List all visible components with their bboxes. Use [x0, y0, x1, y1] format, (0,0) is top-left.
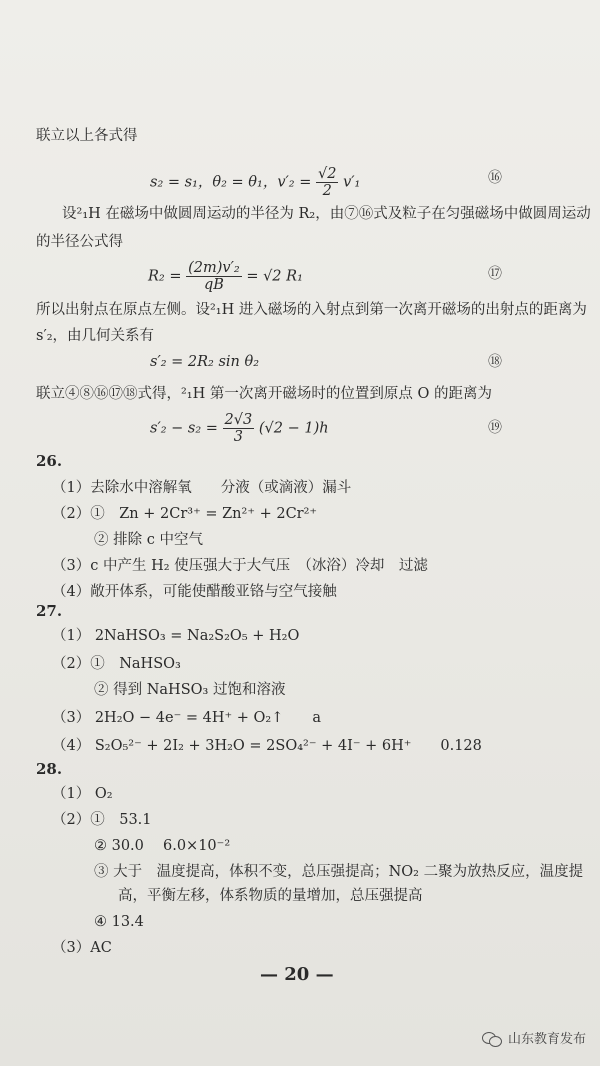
question-26-heading: 26.: [36, 452, 63, 470]
fraction: [223, 412, 255, 445]
text-line: 所以出射点在原点左侧。设²₁H 进入磁场的入射点到第一次离开磁场的出射点的距离为: [36, 302, 587, 318]
fraction-numerator: (2m)v′₂: [188, 260, 240, 276]
equation-number: ⑰: [488, 266, 502, 282]
equation-text: v′₁: [343, 174, 361, 191]
equation-text: s′₂ − s₂ =: [150, 420, 223, 437]
equation-16: [150, 166, 360, 199]
fraction-numerator: √2: [318, 166, 337, 182]
answer-line: （1） O₂: [52, 786, 113, 802]
text-line: 联立④⑧⑯⑰⑱式得，²₁H 第一次离开磁场时的位置到原点 O 的距离为: [36, 386, 492, 402]
equation-text: = √2 R₁: [246, 268, 303, 285]
equation-19: [150, 412, 329, 445]
page-number: — 20 —: [260, 964, 334, 985]
answer-line: （1） 2NaHSO₃ = Na₂S₂O₅ + H₂O: [52, 628, 300, 644]
equation-text: s₂ = s₁，θ₂ = θ₁，v′₂ =: [150, 174, 316, 191]
text-line: s′₂，由几何关系有: [36, 328, 155, 344]
equation-text: R₂ =: [148, 268, 187, 285]
answer-line: ② 30.0 6.0×10⁻²: [94, 838, 231, 854]
text-line: 设²₁H 在磁场中做圆周运动的半径为 R₂，由⑦⑯式及粒子在匀强磁场中做圆周运动: [62, 206, 591, 222]
answer-line: （3）AC: [52, 940, 112, 956]
answer-line: （3） 2H₂O − 4e⁻ = 4H⁺ + O₂↑ a: [52, 710, 321, 726]
text-line: 联立以上各式得: [36, 128, 138, 144]
answer-line: （3）c 中产生 H₂ 使压强大于大气压 （冰浴）冷却 过滤: [52, 558, 428, 574]
answer-line: （2）① 53.1: [52, 812, 152, 828]
fraction-denominator: qB: [203, 277, 224, 293]
answer-line: ③ 大于 温度提高，体积不变，总压强提高；NO₂ 二聚为放热反应，温度提: [94, 864, 584, 880]
answer-line: ② 得到 NaHSO₃ 过饱和溶液: [94, 682, 286, 698]
fraction-denominator: 3: [233, 429, 244, 445]
fraction: [316, 166, 338, 199]
equation-17: [148, 260, 303, 293]
answer-line: ④ 13.4: [94, 914, 144, 930]
fraction: [186, 260, 242, 293]
answer-line: 高，平衡左移，体系物质的量增加，总压强提高: [118, 888, 423, 904]
watermark-text: 山东教育发布: [507, 1032, 586, 1047]
answer-line: （2）① NaHSO₃: [52, 656, 181, 672]
watermark: [482, 1028, 586, 1047]
question-27-heading: 27.: [36, 602, 63, 620]
answer-line: （2）① Zn + 2Cr³⁺ = Zn²⁺ + 2Cr²⁺: [52, 506, 318, 522]
text-line: 的半径公式得: [36, 234, 123, 250]
equation-text: (√2 − 1)h: [258, 420, 329, 437]
answer-line: ② 排除 c 中空气: [94, 532, 203, 548]
answer-line: （1）去除水中溶解氧 分液（或滴液）漏斗: [52, 480, 352, 496]
answer-line: （4） S₂O₅²⁻ + 2I₂ + 3H₂O = 2SO₄²⁻ + 4I⁻ + 6H⁺ 0.128: [52, 738, 482, 754]
equation-number: ⑲: [488, 420, 502, 436]
wechat-icon: [482, 1030, 502, 1046]
fraction-numerator: 2√3: [224, 412, 253, 428]
equation-number: ⑯: [488, 170, 502, 186]
equation-18: s′₂ = 2R₂ sin θ₂: [150, 354, 260, 370]
question-28-heading: 28.: [36, 760, 63, 778]
equation-number: ⑱: [488, 354, 502, 370]
fraction-denominator: 2: [322, 183, 332, 199]
answer-line: （4）敞开体系，可能使醋酸亚铬与空气接触: [52, 584, 337, 600]
